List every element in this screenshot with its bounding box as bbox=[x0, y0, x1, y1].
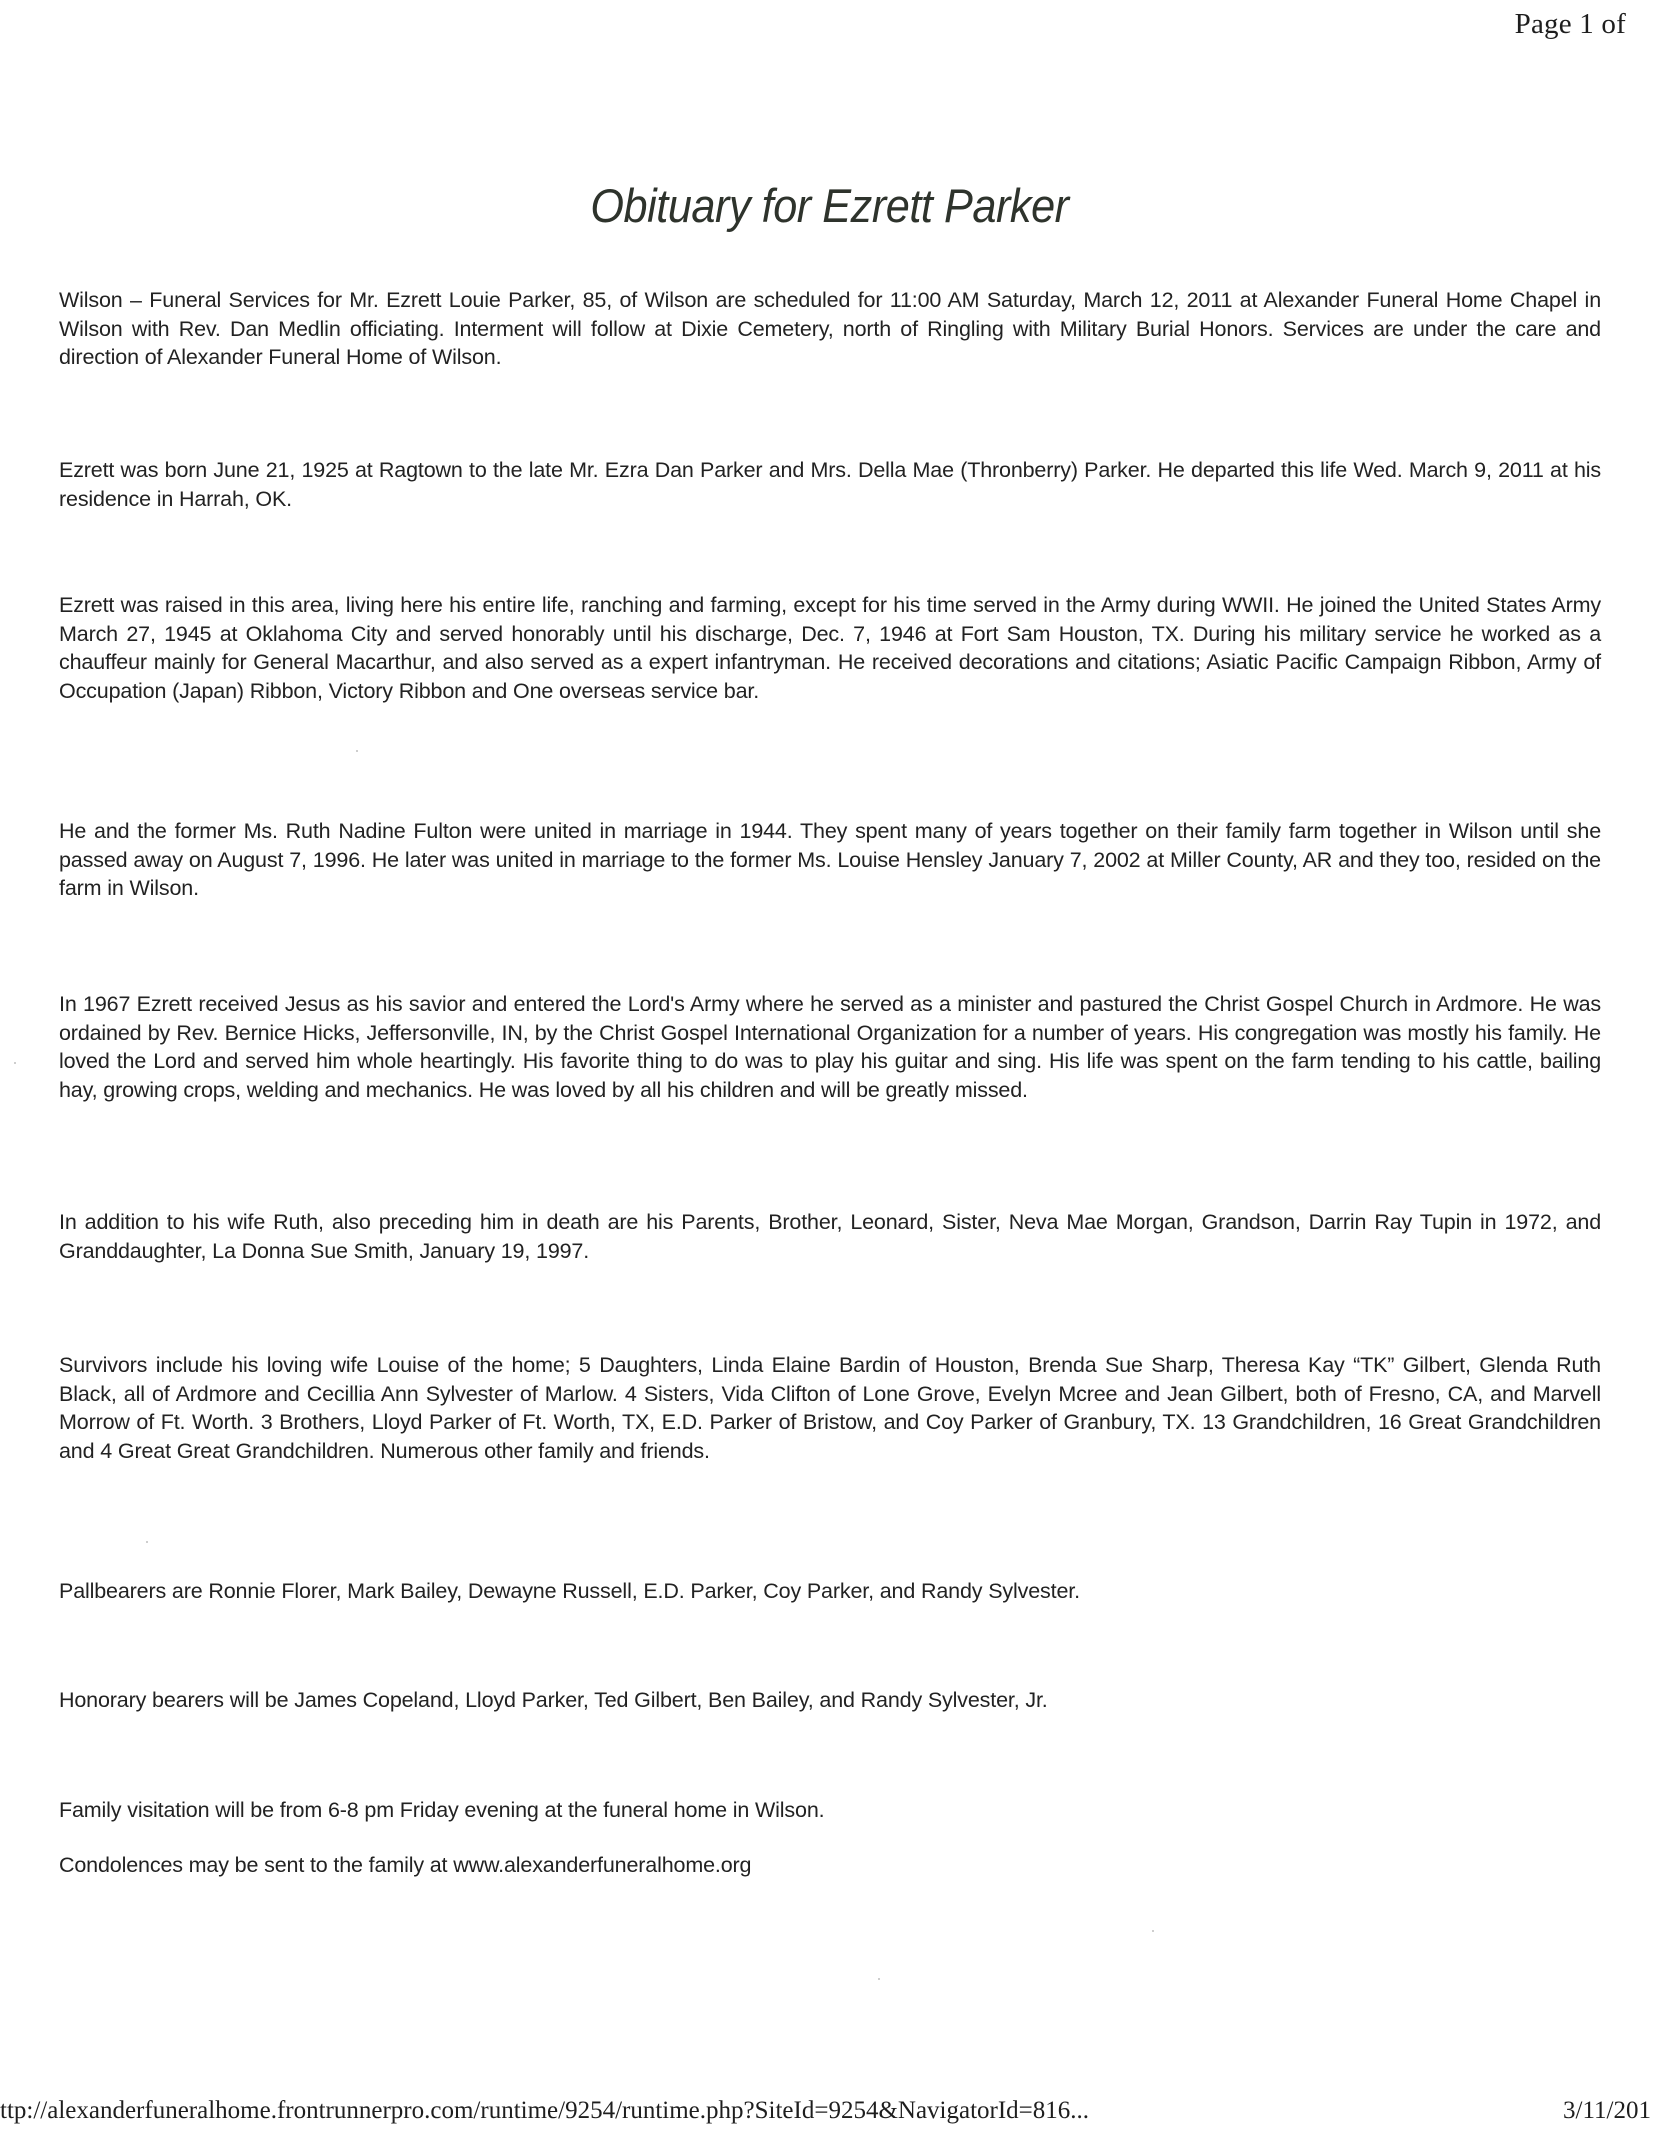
scan-speck bbox=[878, 1978, 880, 1980]
page-indicator: Page 1 of bbox=[1514, 8, 1626, 40]
scan-speck bbox=[356, 750, 358, 752]
paragraph-birth-death: Ezrett was born June 21, 1925 at Ragtown to the late Mr. Ezra Dan Parker and Mrs. Della Mae (Thronberry) Parker. He departed this life Wed. March 9, 2011 at his residence in Harrah, OK. bbox=[59, 458, 1601, 511]
paragraph-preceded-in-death: In addition to his wife Ruth, also preceding him in death are his Parents, Brother, Leonard, Sister, Neva Mae Morgan, Grandson, Darrin Ray Tupin in 1972, and Granddaughter, La Donna Sue Smith, January 19, 1997. bbox=[59, 1210, 1601, 1263]
paragraph-visitation: Family visitation will be from 6-8 pm Friday evening at the funeral home in Wilson. bbox=[59, 1798, 825, 1822]
footer-url: ttp://alexanderfuneralhome.frontrunnerpro.com/runtime/9254/runtime.php?SiteId=9254&NavigatorId=816... bbox=[0, 2097, 1090, 2124]
paragraph-military-service: Ezrett was raised in this area, living here his entire life, ranching and farming, except for his time served in the Army during WWII. He joined the United States Army March 27, 1945 at Oklahoma City and served honorably until his discharge, Dec. 7, 1946 at Fort Sam Houston, TX. During his military service he worked as a chauffeur mainly for General Macarthur, and also served as a expert infantryman. He received decorations and citations; Asiatic Pacific Campaign Ribbon, Army of Occupation (Japan) Ribbon, Victory Ribbon and One overseas service bar. bbox=[59, 593, 1601, 703]
footer-date: 3/11/201 bbox=[1563, 2097, 1651, 2124]
paragraph-survivors: Survivors include his loving wife Louise of the home; 5 Daughters, Linda Elaine Bardin of Houston, Brenda Sue Sharp, Theresa Kay “TK” Gilbert, Glenda Ruth Black, all of Ardmore and Cecillia Ann Sylvester of Marlow. 4 Sisters, Vida Clifton of Lone Grove, Evelyn Mcree and Jean Gilbert, both of Fresno, CA, and Marvell Morrow of Ft. Worth. 3 Brothers, Lloyd Parker of Ft. Worth, TX, E.D. Parker of Bristow, and Coy Parker of Granbury, TX. 13 Grandchildren, 16 Great Grandchildren and 4 Great Great Grandchildren. Numerous other family and friends. bbox=[59, 1353, 1601, 1463]
paragraph-marriage: He and the former Ms. Ruth Nadine Fulton were united in marriage in 1944. They spent many of years together on their family farm together in Wilson until she passed away on August 7, 1996. He later was united in marriage to the former Ms. Louise Hensley January 7, 2002 at Miller County, AR and they too, resided on the farm in Wilson. bbox=[59, 819, 1601, 900]
scan-speck bbox=[1152, 1930, 1154, 1932]
paragraph-pallbearers: Pallbearers are Ronnie Florer, Mark Bailey, Dewayne Russell, E.D. Parker, Coy Parker, and Randy Sylvester. bbox=[59, 1579, 1080, 1603]
scan-speck bbox=[14, 1062, 16, 1064]
paragraph-condolences: Condolences may be sent to the family at www.alexanderfuneralhome.org bbox=[59, 1853, 752, 1877]
paragraph-ministry: In 1967 Ezrett received Jesus as his savior and entered the Lord's Army where he served as a minister and pastured the Christ Gospel Church in Ardmore. He was ordained by Rev. Bernice Hicks, Jeffersonville, IN, by the Christ Gospel International Organization for a number of years. His congregation was mostly his family. He loved the Lord and served him whole heartingly. His favorite thing to do was to play his guitar and sing. His life was spent on the farm tending to his cattle, bailing hay, growing crops, welding and mechanics. He was loved by all his children and will be greatly missed. bbox=[59, 992, 1601, 1102]
scan-speck bbox=[146, 1541, 148, 1543]
paragraph-service-details: Wilson – Funeral Services for Mr. Ezrett Louie Parker, 85, of Wilson are scheduled for 11:00 AM Saturday, March 12, 2011 at Alexander Funeral Home Chapel in Wilson with Rev. Dan Medlin officiating. Interment will follow at Dixie Cemetery, north of Ringling with Military Burial Honors. Services are under the care and direction of Alexander Funeral Home of Wilson. bbox=[59, 288, 1601, 369]
obituary-title: Obituary for Ezrett Parker bbox=[590, 179, 1069, 232]
paragraph-honorary-bearers: Honorary bearers will be James Copeland, Lloyd Parker, Ted Gilbert, Ben Bailey, and Randy Sylvester, Jr. bbox=[59, 1688, 1048, 1712]
